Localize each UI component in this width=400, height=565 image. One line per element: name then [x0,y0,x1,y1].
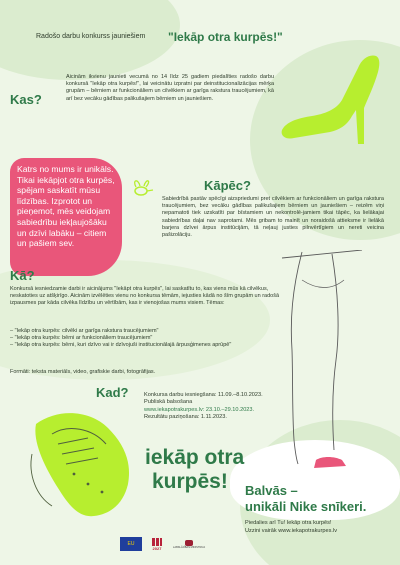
header-title: "Iekāp otra kurpēs!" [168,30,283,44]
ministry-logo [172,537,206,551]
prize-cta1: Piedalies arī Tu! Iekāp otra kurpēs! [245,520,332,526]
theme-item: – "Iekāp otra kurpēs: cilvēki ar garīga rakstura traucējumiem" [10,328,159,334]
eu-flag-logo: EU [120,537,142,551]
sneaker-icon [28,404,156,522]
kad-line-results: Rezultātu paziņošana: 1.11.2023. [144,414,227,421]
logos-row [120,534,206,554]
header-intro: Radošo darbu konkurss jauniešiem [36,33,146,40]
kapec-heading: Kāpēc? [204,178,251,193]
mark-2027-logo [148,534,166,554]
theme-item: – "Iekāp otra kurpēs: bērni ar funkcionāliem traucējumiem" [10,335,153,342]
kad-heading: Kad? [96,385,129,400]
brand-title-line1: iekāp otra [145,446,245,469]
ka-text: Konkursā iesniedzamie darbi ir aicinājums "Iekāpt otra kurpēs", lai saskatītu to, kas viens mūs kā cilvēkus, neskatoties uz atšķirīgo. Aicinām izvēlēties vienu no konkursa tēmām, iejusties kādā no šīm grupām un radošā izpausmes par kāda cilvēka līdzību un vērtībām, kas ir vienojošas mums visiem. Tēmas: [10,286,280,307]
high-heel-shoe-icon [272,52,384,148]
mark-2027-label: 2027 [152,545,162,551]
prize-line1: Balvās – [245,483,298,498]
kapec-text: Sabiedrībā pastāv spēcīgi aizspriedumi pret cilvēkiem ar funkcionāliem un garīga rakstura traucējumiem, bez vecāku gādības palikušajiem bērniem un jauniešiem – reizēm viņi nepamatoti tiek uzskatīti par bīstamiem un nekontrolē-jamiem tikai tāpēc, ka lielākajai sabiedrības daļai nav saprotami. Mēs gribam to mainīt un noraidošā attieksme ir lielākā barjera dzīvei ārpus institūcijām, tā neļauj justies pilnvērtīgiem un nereti veicina pašizolāciju. [162,196,384,239]
kad-line-submission: Konkursa darbu iesniegšana: 11.09.–8.10.2023. [144,392,263,398]
bee-doodle-icon [126,176,156,202]
ka-themes [10,328,240,350]
kad-line-voting: Publiskā balsošana [144,399,193,406]
kas-heading: Kas? [10,92,42,107]
mark-bars-icon [152,538,162,546]
quote-text: Katrs no mums ir unikāls. Tikai iekāpjot otra kurpēs, spējam saskatīt mūsu līdzības. Izprotot un pieņemot, mēs veidojam sabiedrību iekļaujošāku un dzīvi labāku – citiem un pašiem sev. [17,164,115,249]
ka-heading: Kā? [10,268,35,283]
bg-blob-top-left [0,0,180,80]
theme-item: – "Iekāp otra kurpēs: bērni, kuri dzīvo vai ir dzīvojuši institucionālajā ārpusģimenes aprūpē" [10,342,232,349]
bg-blob-mid [0,260,270,380]
prize-cta2[interactable]: Uzzini vairāk www.iekapotrakurpes.lv [245,528,338,534]
kad-dates [144,392,284,422]
kas-text: Aicinām ikvienu jaunieti vecumā no 14 līdz 25 gadiem piedalīties radošo darbu konkursā "Iekāp otra kurpēs!", lai veicinātu izpratni par deinstitucionalizācijas mērķa grupām – bērniem ar funkcionāliem un cilvēkiem ar garīga rakstura traucējumiem, kā arī bez vecāku gādības palikušajiem bērniem un jauniešiem. [66,74,274,102]
kad-line-website: www.iekapotrakurpes.lv: 23.10.–29.10.2023. [144,406,255,413]
brand-title-line2: kurpēs! [152,470,228,493]
prize-line2: unikāli Nike snīkeri. [245,499,367,514]
ministry-label: LABKLĀJĪBAS MINISTRIJA [172,545,206,549]
legs-drawing-icon [262,250,392,480]
ka-formats: Formāti: teksta materiāls, video, grafiskie darbi, fotogrāfijas. [10,369,156,375]
